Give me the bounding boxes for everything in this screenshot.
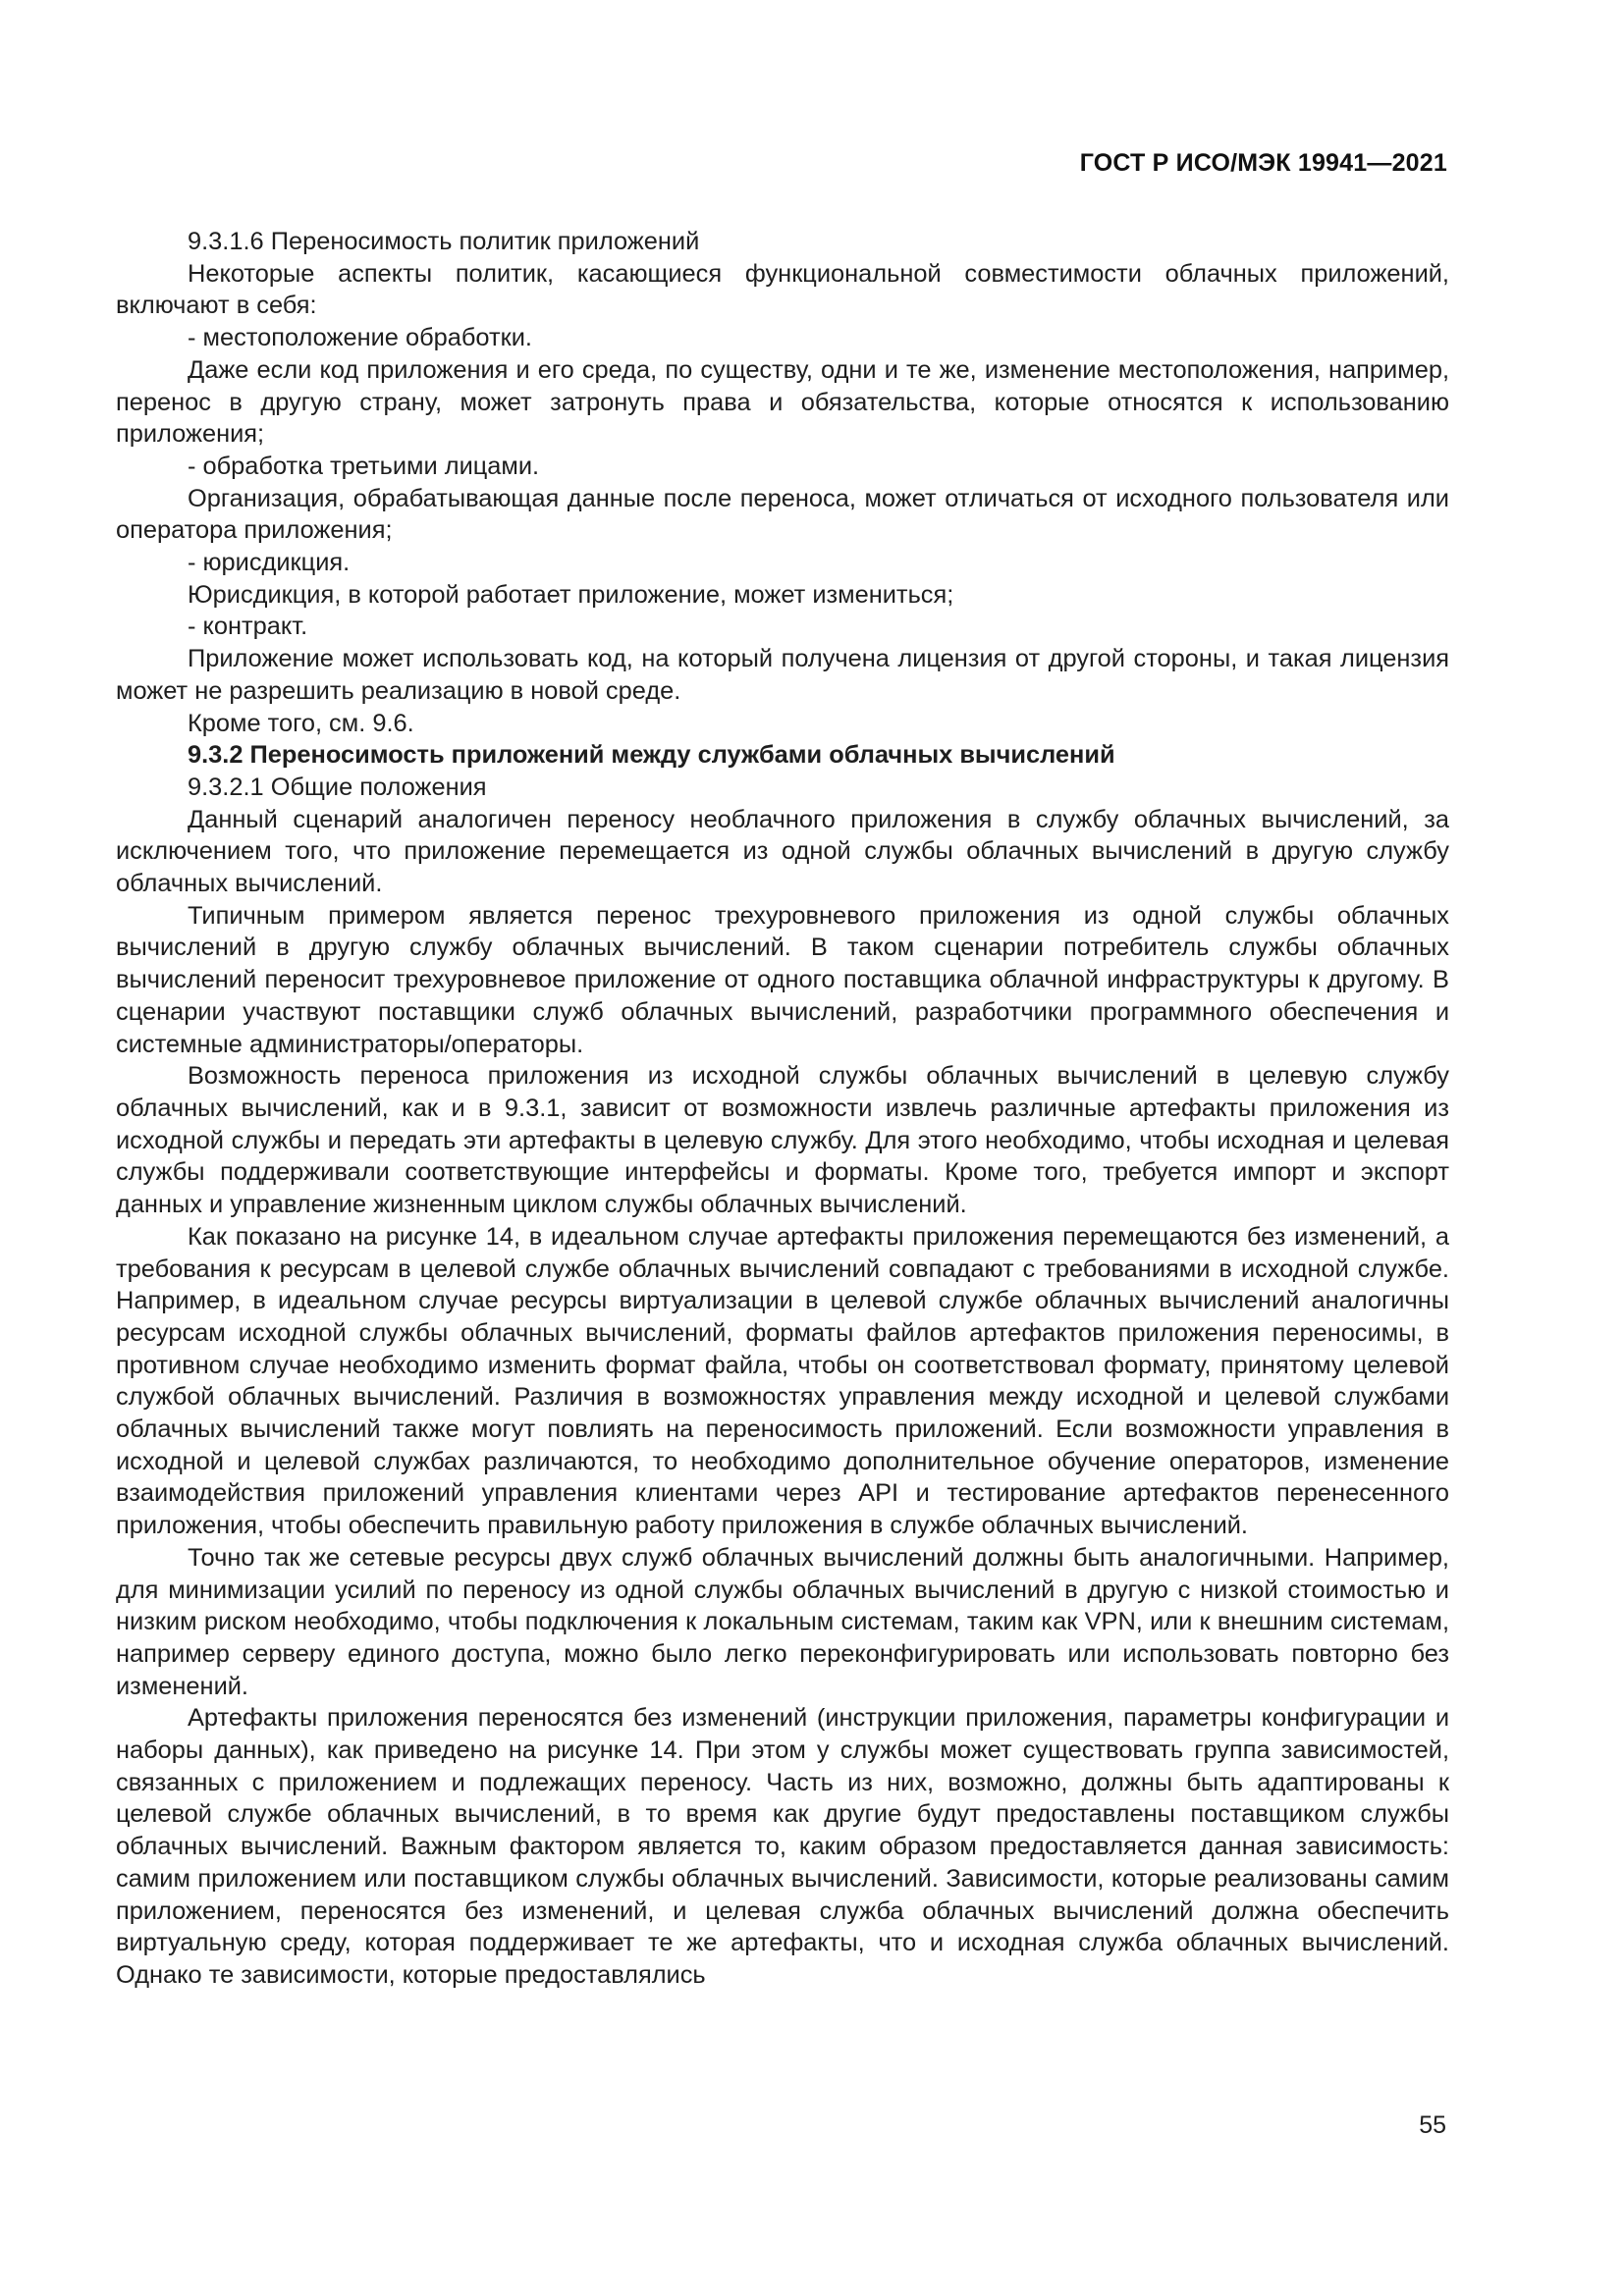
paragraph: Организация, обрабатывающая данные после переноса, может отличаться от исходного пользователя или оператора приложения; (116, 484, 1449, 545)
list-item: - местоположение обработки. (188, 324, 532, 352)
clause-title-9-3-1-6: 9.3.1.6 Переносимость политик приложений (188, 228, 700, 255)
cross-reference: Кроме того, см. 9.6. (188, 709, 414, 737)
section-heading-9-3-2: 9.3.2 Переносимость приложений между службами облачных вычислений (188, 741, 1115, 770)
paragraph: Даже если код приложения и его среда, по существу, одни и те же, изменение местоположения, например, перенос в другую страну, может затронуть права и обязательства, которые относятся к использованию приложения; (116, 355, 1449, 449)
clause-title-9-3-2-1: 9.3.2.1 Общие положения (188, 773, 487, 801)
document-body (116, 226, 1449, 1992)
paragraph: Юрисдикция, в которой работает приложение, может измениться; (188, 580, 954, 609)
paragraph: Точно так же сетевые ресурсы двух служб облачных вычислений должны быть аналогичными. Например, для минимизации усилий по переносу из одной службы облачных вычислений в другую с низкой стоимостью и низким риском необходимо, чтобы подключения к локальным системам, таким как VPN, или к внешним системам, например серверу единого доступа, можно было легко переконфигурировать или использовать повторно без изменений. (116, 1543, 1449, 1700)
document-code-header: ГОСТ Р ИСО/МЭК 19941—2021 (1079, 149, 1447, 177)
list-item: - юрисдикция. (188, 549, 351, 577)
paragraph: Как показано на рисунке 14, в идеальном случае артефакты приложения перемещаются без изменений, а требования к ресурсам в целевой службе облачных вычислений совпадают с требованиями в исходной службе. Например, в идеальном случае ресурсы виртуализации в целевой службе облачных вычислений аналогичны ресурсам исходной службы облачных вычислений, форматы файлов артефактов приложения переносимы, в противном случае необходимо изменить формат файла, чтобы он соответствовал формату, принятому целевой службой облачных вычислений. Различия в возможностях управления между исходной и целевой службами облачных вычислений также могут повлиять на переносимость приложений. Если возможности управления в исходной и целевой службах различаются, то необходимо дополнительное обучение операторов, изменение взаимодействия приложений управления клиентами через API и тестирование артефактов перенесенного приложения, чтобы обеспечить правильную работу приложения в службе облачных вычислений. (116, 1222, 1449, 1540)
paragraph: Некоторые аспекты политик, касающиеся функциональной совместимости облачных приложений, включают в себя: (116, 259, 1449, 320)
page-number: 55 (1419, 2111, 1446, 2139)
paragraph: Артефакты приложения переносятся без изменений (инструкции приложения, параметры конфигурации и наборы данных), как приведено на рисунке 14. При этом у службы может существовать группа зависимостей, связанных с приложением и подлежащих переносу. Часть из них, возможно, должны быть адаптированы к целевой службе облачных вычислений, в то время как другие будут предоставлены поставщиком службы облачных вычислений. Важным фактором является то, каким образом предоставляется данная зависимость: самим приложением или поставщиком службы облачных вычислений. Зависимости, которые реализованы самим приложением, переносятся без изменений, и целевая служба облачных вычислений должна обеспечить виртуальную среду, которая поддерживает те же артефакты, что и исходная служба облачных вычислений. Однако те зависимости, которые предоставлялись (116, 1704, 1449, 1989)
paragraph: Данный сценарий аналогичен переносу необлачного приложения в службу облачных вычислений, за исключением того, что приложение перемещается из одной службы облачных вычислений в другую службу облачных вычислений. (116, 805, 1449, 898)
paragraph: Типичным примером является перенос трехуровневого приложения из одной службы облачных вычислений в другую службу облачных вычислений. В таком сценарии потребитель службы облачных вычислений переносит трехуровневое приложение от одного поставщика облачной инфраструктуры к другому. В сценарии участвуют поставщики служб облачных вычислений, разработчики программного обеспечения и системные администраторы/операторы. (116, 901, 1449, 1058)
list-item: - обработка третьими лицами. (188, 452, 540, 480)
paragraph: Возможность переноса приложения из исходной службы облачных вычислений в целевую службу облачных вычислений, как и в 9.3.1, зависит от возможности извлечь различные артефакты приложения из исходной службы и передать эти артефакты в целевую службу. Для этого необходимо, чтобы исходная и целевая службы поддерживали соответствующие интерфейсы и форматы. Кроме того, требуется импорт и экспорт данных и управление жизненным циклом службы облачных вычислений. (116, 1062, 1449, 1219)
paragraph: Приложение может использовать код, на который получена лицензия от другой стороны, и такая лицензия может не разрешить реализацию в новой среде. (116, 645, 1449, 705)
list-item: - контракт. (188, 613, 308, 641)
